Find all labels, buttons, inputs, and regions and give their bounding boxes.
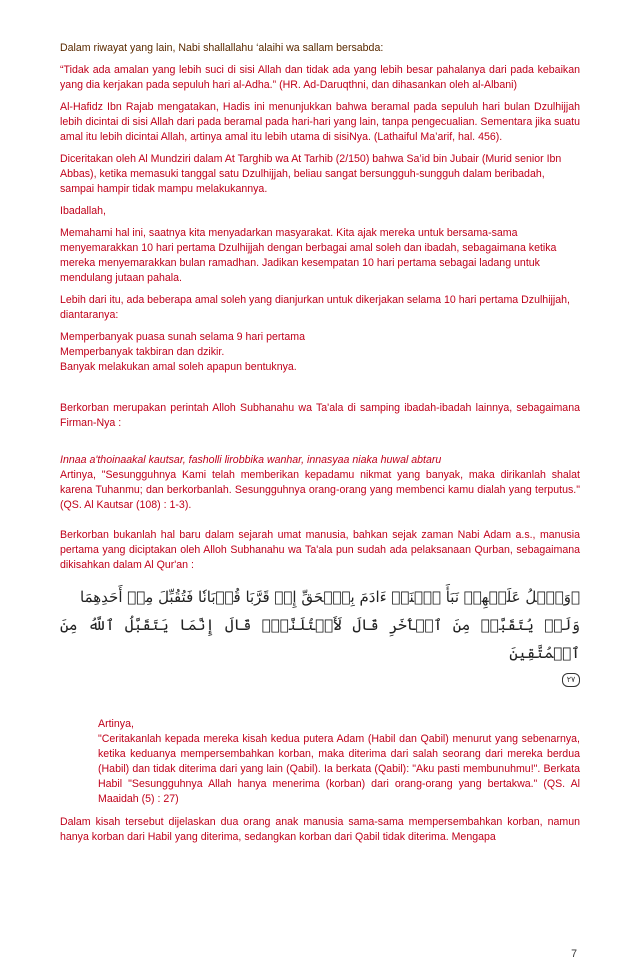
- ibadallah-paragraph: Ibadallah,: [60, 205, 106, 217]
- kisah-paragraph: Dalam kisah tersebut dijelaskan dua orang anak manusia sama-sama mempersembahkan korban, namun hanya korban dari Habil yang diterima, sedangkan korban dari Qabil tidak diterima. Mengapa: [60, 816, 580, 843]
- document-page: [60, 41, 580, 845]
- maidah-translation: "Ceritakanlah kepada mereka kisah kedua putera Adam (Habil dan Qabil) menurut yang sebenarnya, ketika keduanya mempersembahkan korban, maka diterima dari salah seorang dari mereka berdua (Habil) dan tidak diterima dari yang lain (Qabil). Ia berkata (Qabil): "Aku pasti membunuhmu!". Berkata Habil "Sesungguhnya Allah hanya menerima (korban) dari orang-orang yang bertakwa." (QS. Al Maaidah (5) : 27): [98, 733, 580, 805]
- arabic-verse-line-1: ۞وَٱتۡلُ عَلَيۡهِمۡ نَبَأَ ٱبۡنَيۡ ءَادَمَ بِٱلۡحَقِّ إِذۡ قَرَّبَا قُرۡبَانٗا فَتُقُبِّلَ مِنۡ أَحَدِهِمَا: [80, 588, 580, 606]
- ibn-rajab-paragraph: Al-Hafidz Ibn Rajab mengatakan, Hadis ini menunjukkan bahwa beramal pada sepuluh hari bulan Dzulhijjah lebih dicintai di sisi Allah dari pada beramal pada hari-hari yang lain, tanpa pengecualian. Sementara jika suatu amal itu lebih dicintai Allah, artinya amal itu lebih utama di sisiNya. (Lathaiful Ma’arif, hal. 456).: [60, 101, 580, 143]
- kautsar-latin: Innaa a'thoinaakal kautsar, fasholli lirobbika wanhar, innasyaa niaka huwal abtaru: [60, 454, 442, 466]
- lebih-paragraph: Lebih dari itu, ada beberapa amal soleh yang dianjurkan untuk dikerjakan selama 10 hari pertama Dzulhijjah, diantaranya:: [60, 294, 570, 321]
- hadith-paragraph: “Tidak ada amalan yang lebih suci di sisi Allah dan tidak ada yang lebih besar pahalanya dari pada kebaikan yang dia kerjakan pada sepuluh hari al-Adha.” (HR. Ad-Daruqthni, dan dihasankan oleh al-Albani): [60, 64, 580, 91]
- qurban-history-paragraph: Berkorban bukanlah hal baru dalam sejarah umat manusia, bahkan sejak zaman Nabi Adam a.s., manusia pertama yang diciptakan oleh Alloh Subhanahu wa Ta'ala pun sudah ada pelaksanaan Qurban, sebagaimana dikisahkan dalam Al Qur'an :: [60, 529, 580, 571]
- maidah-translation-label: Artinya,: [98, 718, 134, 730]
- berkorban-paragraph: Berkorban merupakan perintah Alloh Subhanahu wa Ta'ala di samping ibadah-ibadah lainnya, sebagaimana Firman-Nya :: [60, 402, 580, 429]
- intro-paragraph: Dalam riwayat yang lain, Nabi shallallahu ‘alaihi wa sallam bersabda:: [60, 42, 384, 54]
- list-item: Banyak melakukan amal soleh apapun bentuknya.: [60, 361, 297, 373]
- list-item: Memperbanyak puasa sunah selama 9 hari pertama: [60, 331, 305, 343]
- arabic-verse-line-2: وَلَمۡ يُتَقَبَّلۡ مِنَ ٱلۡأٓخَرِ قَالَ لَأَقۡتُلَنَّكَۖ قَالَ إِنَّمَا يَتَقَبَّلُ ٱللَّهُ مِنَ ٱلۡمُتَّقِينَ: [60, 616, 580, 662]
- mundziri-paragraph: Diceritakan oleh Al Mundziri dalam At Targhib wa At Tarhib (2/150) bahwa Sa’id bin Jubair (Murid senior Ibn Abbas), ketika memasuki tanggal satu Dzulhijjah, beliau sangat bersungguh-sungguh dalam beribadah, sampai hampir tidak mampu melakukannya.: [60, 153, 562, 195]
- memahami-paragraph: Memahami hal ini, saatnya kita menyadarkan masyarakat. Kita ajak mereka untuk bersama-sama menyemarakkan 10 hari pertama Dzulhijjah dengan berbagai amal soleh dan ibadah, sebagaimana ketika mereka menyemarakkan bulan ramadhan. Jadikan kesempatan 10 hari pertama sebagai ladang untuk mendulang jutaan pahala.: [60, 227, 557, 284]
- kautsar-translation: Artinya, "Sesungguhnya Kami telah memberikan kepadamu nikmat yang banyak, maka dirikanlah shalat karena Tuhanmu; dan berkorbanlah. Sesungguhnya orang-orang yang membenci kamu dialah yang terputus." (QS. Al Kautsar (108) : 1-3).: [60, 469, 580, 511]
- page-number: 7: [571, 948, 577, 960]
- ayah-number-icon: ٢٧: [562, 673, 580, 687]
- list-item: Memperbanyak takbiran dan dzikir.: [60, 346, 225, 358]
